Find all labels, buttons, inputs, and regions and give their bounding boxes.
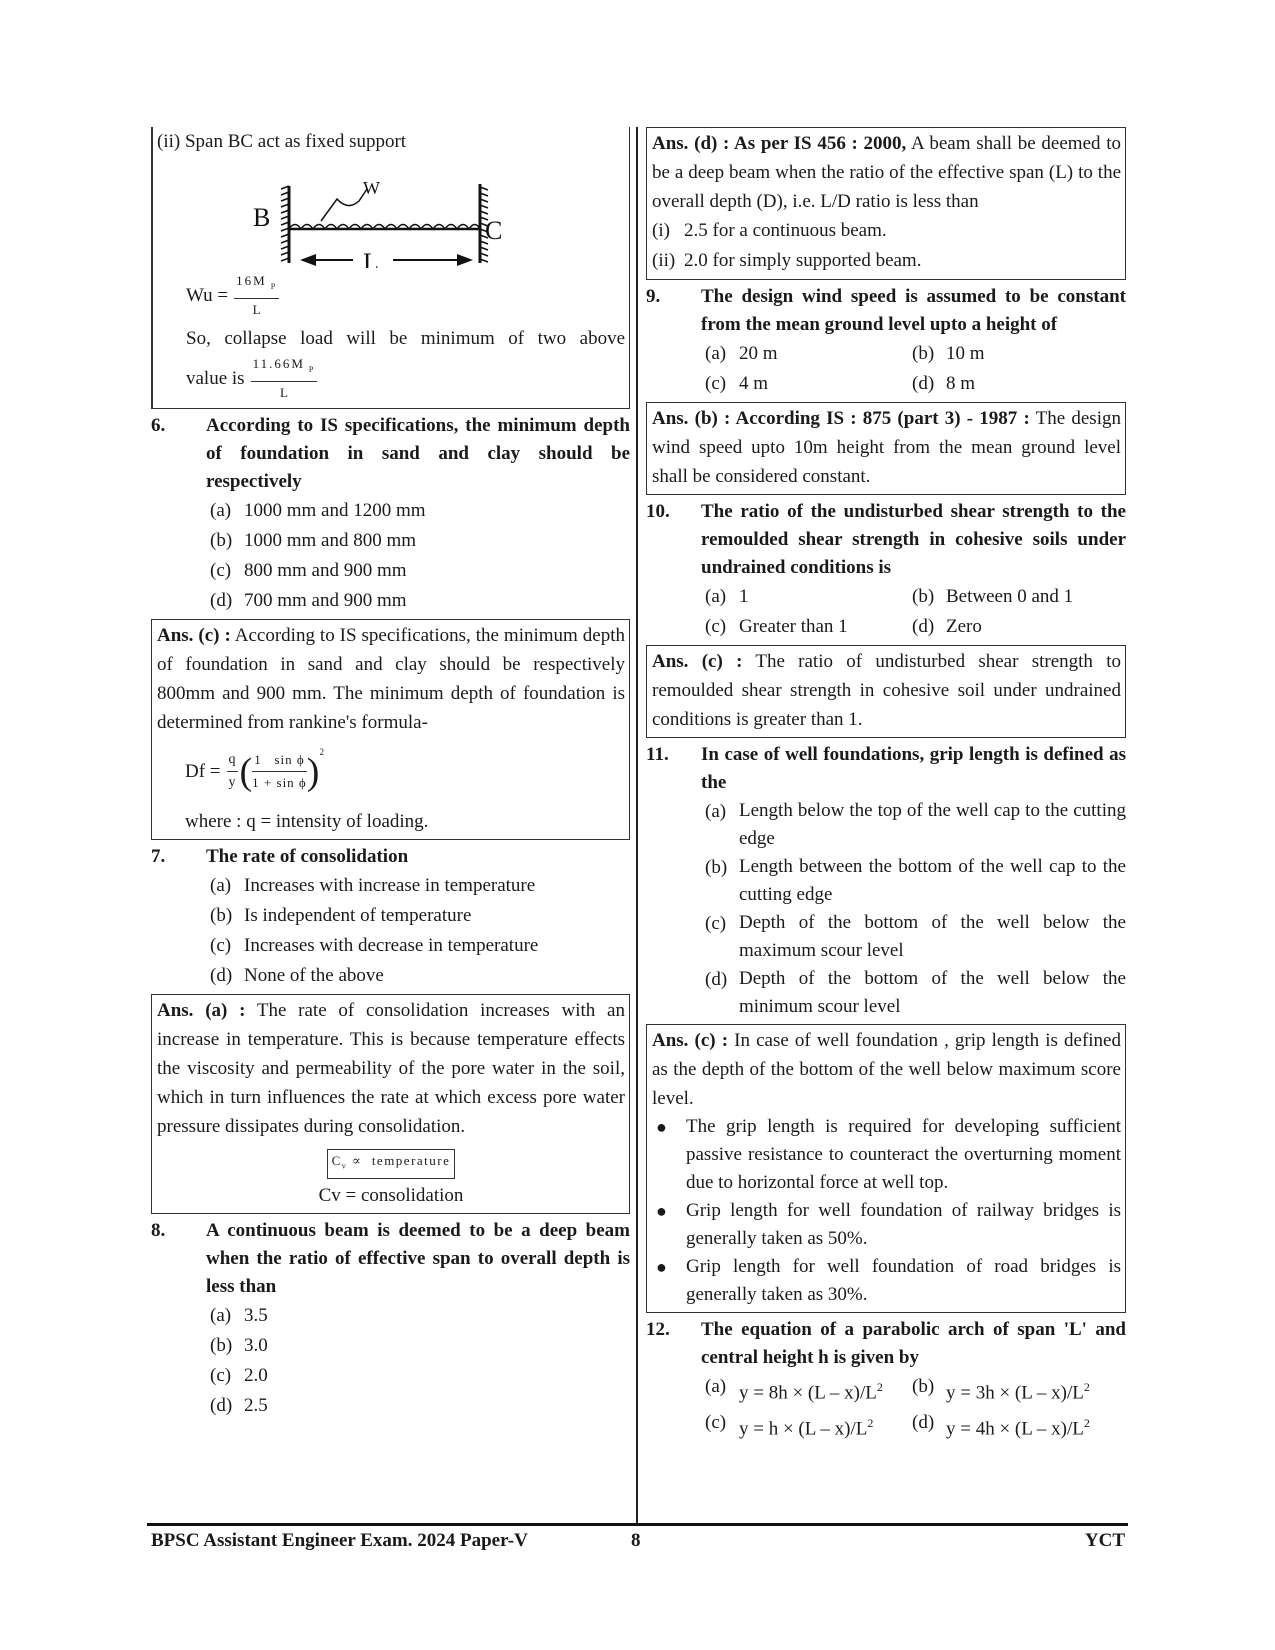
bullet-icon: ● [656, 1257, 667, 1277]
answer-label: Ans. (b) : According IS : 875 (part 3) - 1987 : [652, 408, 1030, 429]
column-divider [636, 127, 638, 1525]
collapse-value-formula [153, 353, 625, 405]
question-11-options [701, 797, 1126, 1021]
footer-publisher: YCT [1084, 1530, 1125, 1551]
cv-formula-box: $C_v$ ∝ temperature [327, 1149, 456, 1179]
option-d: (d) 700 mm and 900 mm [210, 590, 407, 611]
footer-rule [147, 1523, 1128, 1526]
label-b: B [253, 203, 271, 232]
value-prefix: value is [186, 368, 245, 389]
question-10-options [701, 582, 1126, 642]
option-c: (c) Greater than 1 [705, 616, 848, 637]
answer-text: The rate of consolidation increases with an increase in temperature. This is because temperature effects the viscosity and permeability of the pore water in the soil, which in turn influences the rate at which excess pore water pressure dissipates during consolidation. [157, 1000, 625, 1137]
question-9-answer [646, 402, 1126, 495]
answer-label: Ans. (c) : [157, 625, 231, 646]
question-9-options [701, 339, 1126, 399]
answer-bullet: ● The grip length is required for developing sufficient passive resistance to counteract the overturning moment due to horizontal force at well top. [652, 1113, 1121, 1197]
value-fraction [251, 356, 318, 402]
question-11-answer [646, 1024, 1126, 1313]
answer-text: In case of well foundation , grip length is defined as the depth of the bottom of the well below maximum score level. [652, 1030, 1121, 1109]
question-text: In case of well foundations, grip length is defined as the [701, 744, 1126, 793]
option-b: (b) 3.0 [210, 1335, 268, 1356]
option-a: (a) Increases with increase in temperature [210, 875, 536, 896]
wu-formula [153, 268, 625, 324]
question-7-options [206, 871, 630, 991]
cv-proportional-formula [157, 1149, 625, 1181]
question-number: 7. [151, 846, 166, 867]
option-c: (c) Depth of the bottom of the well below the maximum scour level [705, 912, 1126, 961]
option-a: (a) 1 [705, 586, 749, 607]
answer-label: Ans. (d) : As per IS 456 : 2000, [652, 133, 907, 154]
bullet-icon: ● [656, 1117, 667, 1137]
value-numerator: 11.66M [252, 356, 305, 372]
wu-prefix: Wu = [186, 285, 229, 306]
option-c: (c) 800 mm and 900 mm [210, 560, 407, 581]
question-number: 11. [646, 744, 669, 765]
question-10-answer [646, 645, 1126, 738]
question-9 [646, 283, 1126, 339]
formula-exponent: 2 [319, 747, 324, 757]
question-text: The design wind speed is assumed to be constant from the mean ground level upto a height of [701, 286, 1126, 335]
q-over-y: $\frac{q}{y}$ [228, 752, 236, 790]
question-6 [151, 412, 630, 496]
sin-fraction: $\frac{\text{1 sin ϕ}}{\text{1 + sin ϕ}}$ [252, 752, 307, 790]
option-b: (b) Is independent of temperature [210, 905, 472, 926]
value-subscript: P [308, 364, 316, 374]
option-d: (d) None of the above [210, 965, 384, 986]
question-number: 6. [151, 415, 166, 436]
option-c: (c) 2.0 [210, 1365, 268, 1386]
answer-bullet: ● Grip length for well foundation of railway bridges is generally taken as 50%. [652, 1197, 1121, 1253]
label-w: W [363, 178, 380, 198]
question-number: 12. [646, 1319, 670, 1340]
answer-label: Ans. (c) : [652, 651, 743, 672]
option-d: (d) 2.5 [210, 1395, 268, 1416]
collapse-load-line: So, collapse load will be minimum of two above [186, 328, 625, 349]
option-d: (d) Depth of the bottom of the well below the minimum scour level [705, 968, 1126, 1017]
fixed-beam-udl-figure [153, 156, 623, 268]
fixed-beam-diagram [153, 156, 625, 268]
question-text: A continuous beam is deemed to be a deep beam when the ratio of effective span to overall depth is less than [206, 1220, 630, 1297]
option-b: (b) Length between the bottom of the well cap to the cutting edge [705, 856, 1126, 905]
option-d: (d) Zero [912, 616, 982, 637]
option-a: (a) 3.5 [210, 1305, 268, 1326]
question-10 [646, 498, 1126, 582]
wu-fraction [234, 273, 279, 319]
option-b: (b) 1000 mm and 800 mm [210, 530, 417, 551]
question-8 [151, 1217, 630, 1301]
option-d: (d) 8 m [912, 373, 976, 394]
value-denominator: L [279, 384, 288, 400]
answer-text: The ratio of undisturbed shear strength to remoulded shear strength in cohesive soil under undrained conditions is greater than 1. [652, 651, 1121, 730]
option-a: (a) 1000 mm and 1200 mm [210, 500, 426, 521]
formula-lhs: Df = [185, 761, 221, 782]
wu-subscript: P [270, 281, 278, 291]
answer-text: The design wind speed upto 10m height from the mean ground level shall be considered constant. [652, 408, 1121, 487]
question-8-options [206, 1301, 630, 1421]
option-b: (b) $y = 3h \times (L - x)/L^2$ [912, 1376, 1090, 1404]
option-c: (c) Increases with decrease in temperature [210, 935, 539, 956]
answer-item-i: (i) 2.5 for a continuous beam. [652, 220, 887, 241]
span-bc-heading: (ii) Span BC act as fixed support [157, 131, 407, 152]
wu-numerator: 16M [236, 273, 267, 289]
answer-label: Ans. (a) : [157, 1000, 246, 1021]
question-text: According to IS specifications, the minimum depth of foundation in sand and clay should be respectively [206, 415, 630, 492]
answer-text: According to IS specifications, the minimum depth of foundation in sand and clay should be respectively 800mm and 900 mm. The minimum depth of foundation is determined from rankine's formula- [157, 625, 626, 733]
footer-title: BPSC Assistant Engineer Exam. 2024 Paper-V [151, 1530, 528, 1551]
option-b: (b) 10 m [912, 343, 985, 364]
left-column [151, 127, 630, 1421]
option-c: (c) $y = h \times (L - x)/L^2$ [705, 1412, 874, 1440]
question-12 [646, 1316, 1126, 1372]
answer-item-ii: (ii) 2.0 for simply supported beam. [652, 250, 922, 271]
bullet-icon: ● [656, 1201, 667, 1221]
formula-where: where : q = intensity of loading. [185, 811, 429, 832]
question-8-answer [646, 127, 1126, 280]
question-text: The ratio of the undisturbed shear strength to the remoulded shear strength in cohesive soils under undrained conditions is [701, 501, 1126, 578]
question-text: The rate of consolidation [206, 846, 409, 867]
right-column [646, 127, 1126, 1445]
question-number: 9. [646, 286, 661, 307]
answer-label: Ans. (c) : [652, 1030, 729, 1051]
wu-denominator: L [252, 301, 261, 317]
rankine-formula: Df = $\frac{q}{y}$ ( $\frac{\text{1 sin ϕ}}{\text{1 + sin ϕ}}$ ) $^2$ [185, 747, 324, 793]
option-a: (a) $y = 8h \times (L - x)/L^2$ [705, 1376, 883, 1404]
question-6-options [206, 496, 630, 616]
question-12-options [701, 1372, 1126, 1445]
option-b: (b) Between 0 and 1 [912, 586, 1074, 607]
answer-bullet: ● Grip length for well foundation of road bridges is generally taken as 30%. [652, 1253, 1121, 1309]
label-c: C [485, 216, 503, 245]
option-a: (a) Length below the top of the well cap to the cutting edge [705, 800, 1126, 849]
question-7-answer [151, 994, 630, 1214]
question-text: The equation of a parabolic arch of span 'L' and central height h is given by [701, 1319, 1126, 1368]
page-number: 8 [631, 1530, 641, 1551]
option-d: (d) $y = 4h \times (L - x)/L^2$ [912, 1412, 1090, 1440]
q5-answer-continuation [151, 127, 630, 409]
option-a: (a) 20 m [705, 343, 778, 364]
answer-text: A beam shall be deemed to be a deep beam when the ratio of the effective span (L) to the overall depth (D), i.e. L/D ratio is less than [652, 133, 1121, 212]
question-number: 10. [646, 501, 670, 522]
question-number: 8. [151, 1220, 166, 1241]
label-l: L [363, 248, 379, 268]
question-7 [151, 843, 630, 871]
option-c: (c) 4 m [705, 373, 769, 394]
cv-definition: Cv = consolidation [318, 1185, 464, 1206]
question-11 [646, 741, 1126, 797]
question-6-answer [151, 619, 630, 840]
